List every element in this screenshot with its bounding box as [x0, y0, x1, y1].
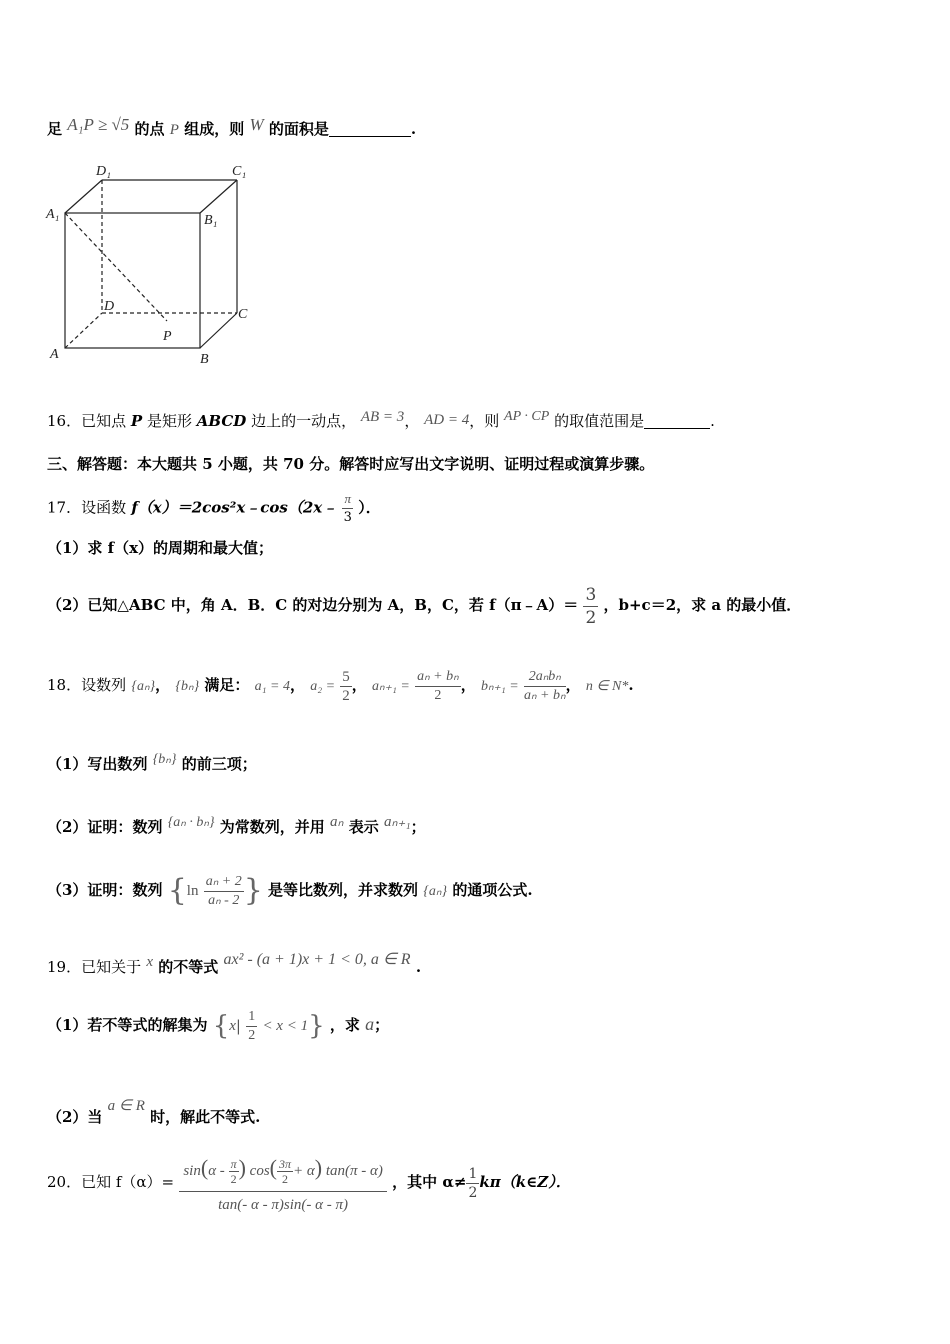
- q17-part2-text: （2）已知△ABC 中，角 A．B．C 的对边分别为 A，B，C，若 f（π﹣A）＝: [47, 596, 579, 614]
- q19-a-in-r: a ∈ R: [107, 1098, 145, 1114]
- q18-anbn: {aₙ · bₙ}: [167, 815, 215, 830]
- q17-tail: ）．: [358, 498, 381, 517]
- q18-bn1: bₙ₊₁ =: [480, 679, 519, 694]
- cube-figure: [40, 158, 270, 368]
- front-face: [65, 213, 200, 348]
- q19-line: 19．已知关于 x 的不等式 ax² - (a + 1)x + 1 < 0, a ∈ R .: [47, 951, 422, 976]
- q19-part2: （2）当 a ∈ R 时，解此不等式.: [47, 1098, 261, 1126]
- label-p: P: [163, 329, 172, 344]
- q18-part3-seq-a: {aₙ}: [423, 884, 448, 899]
- q18-part1-seq-b: {bₙ}: [152, 752, 177, 767]
- q17-line: [47, 490, 381, 527]
- q18-part1: （1）写出数列 {bₙ} 的前三项；: [47, 752, 257, 773]
- q16-text3: ，则: [469, 412, 500, 430]
- q17-part2: [47, 574, 801, 636]
- q20-numerator: sin(α - $\frac{\pi}{2}$ ) cos( $\frac{3\pi}{2}$ + α) tan(π - α): [179, 1148, 387, 1192]
- label-c: C: [238, 307, 248, 322]
- q16-line: [47, 407, 715, 431]
- q16-ad: AD = 4: [424, 412, 470, 428]
- q18-seq-a: {aₙ}: [131, 679, 156, 694]
- q17-three-halves: $\frac{3}{2}$: [585, 584, 597, 628]
- q18-n-in-n: n ∈ N*: [585, 679, 629, 694]
- label-d1: D₁: [96, 164, 111, 179]
- q20-tail1: ，其中 α≠: [392, 1173, 467, 1191]
- q17-pi-over-3: $\frac{\pi}{3}$: [343, 491, 352, 525]
- q17-part1: （1）求 f（x）的周期和最大值；: [47, 539, 274, 557]
- edge-b1c1: [200, 180, 237, 213]
- q15-suffix: 的面积是: [268, 120, 329, 138]
- answer-blank: [644, 412, 710, 429]
- q16-text4: 的取值范围是: [554, 412, 645, 430]
- q15-p: P: [169, 122, 179, 138]
- q18-an1-frac: $\frac{\text{aₙ + bₙ}}{2}$: [417, 668, 459, 703]
- q18-an1: aₙ₊₁ =: [372, 679, 410, 694]
- q17-part2-tail: ，b+c＝2，求 a 的最小值．: [603, 596, 802, 614]
- q18-satisfy: 满足：: [204, 676, 250, 694]
- q18-a2: a₂ =: [310, 679, 336, 694]
- label-c1: C₁: [232, 164, 247, 179]
- q16-p: P: [130, 412, 143, 430]
- edge-ad-hidden: [65, 313, 102, 348]
- q19-half: $\frac{1}{2}$: [248, 1008, 256, 1043]
- q17-number: 17．设函数: [47, 498, 127, 517]
- q19-inequality: ax² - (a + 1)x + 1 < 0, a ∈ R: [223, 951, 411, 968]
- edge-bc: [200, 313, 237, 348]
- q18-line: 18．设数列 {aₙ}， {bₙ} 满足： a₁ = 4， a₂ = $\frac{5}{2}$ ， aₙ₊₁ = $\frac{\text{aₙ + bₙ}}{2}$ ， bₙ₊₁ = $\frac{\text{2aₙbₙ}}{\text{aₙ + bₙ}}$ ， n ∈ N*.: [47, 668, 634, 704]
- q20-denominator: tan(- α - π)sin(- α - π): [218, 1197, 349, 1213]
- q15-end: .: [410, 120, 417, 138]
- q16-ab: AB = 3: [360, 409, 405, 425]
- q15-prefix: 足: [47, 120, 63, 138]
- q15-w: W: [249, 115, 264, 134]
- edge-a1d1: [65, 180, 102, 213]
- q20-half: $\frac{1}{2}$: [468, 1165, 478, 1201]
- q20-tail2: kπ（k∈Z）．: [479, 1173, 571, 1191]
- q15-mid: 的点: [134, 120, 165, 138]
- section3-heading: 三、解答题：本大题共 5 小题，共 70 分。解答时应写出文字说明、证明过程或演算步骤。: [47, 455, 655, 473]
- q18-seq-b: {bₙ}: [175, 679, 200, 694]
- q18-bn1-frac: $\frac{\text{2aₙbₙ}}{\text{aₙ + bₙ}}$: [523, 668, 566, 703]
- answer-blank: [329, 120, 411, 137]
- q15-mid2: 组成，则: [184, 120, 245, 138]
- q18-part3: （3）证明：数列 {ln $\frac{\text{aₙ + 2}}{\text{aₙ - 2}}$ } 是等比数列，并求数列 {aₙ} 的通项公式.: [47, 873, 533, 908]
- q16-end: .: [710, 412, 715, 430]
- q20-number: 20．已知 f（α）=: [47, 1173, 175, 1191]
- q16-abcd: ABCD: [196, 412, 247, 430]
- q16-number: 16．已知点: [47, 412, 127, 430]
- q19-set-range: < x < 1: [262, 1018, 309, 1034]
- q16-apcp: AP · CP: [504, 409, 550, 424]
- q18-number: 18．设数列: [47, 676, 127, 694]
- q17-function: f（x）＝2cos²x﹣cos（2x﹣: [131, 498, 338, 517]
- q18-ln-frac: $\frac{\text{aₙ + 2}}{\text{aₙ - 2}}$: [205, 873, 242, 908]
- q20-fraction: [179, 1148, 387, 1218]
- q18-a1: a₁ = 4: [254, 679, 290, 694]
- label-a: A: [50, 347, 59, 362]
- q18-an-inline: aₙ: [330, 814, 344, 830]
- label-b1: B₁: [204, 213, 218, 228]
- q18-ln: ln: [186, 883, 199, 899]
- q18-part2: （2）证明：数列 {aₙ · bₙ} 为常数列，并用 aₙ 表示 aₙ₊₁；: [47, 814, 426, 836]
- q16-text1: 是矩形: [146, 412, 192, 430]
- q18-an1-inline: aₙ₊₁: [384, 814, 411, 830]
- q19-number: 19．已知关于: [47, 958, 142, 976]
- label-a1: A₁: [46, 207, 60, 222]
- q16-comma: ，: [404, 412, 420, 430]
- q15-tail-line: [47, 115, 416, 140]
- label-d: D: [104, 299, 115, 314]
- label-b: B: [200, 352, 209, 367]
- segment-a1p: [65, 213, 167, 321]
- q16-text2: 边上的一动点，: [251, 412, 357, 430]
- q19-part1: （1）若不等式的解集为 {x| $\frac{1}{2}$ < x < 1} ，求 a；: [47, 1008, 390, 1043]
- q18-a2-frac: $\frac{5}{2}$: [342, 668, 350, 704]
- q15-condition: A₁P ≥ √5: [67, 115, 130, 134]
- q20-line: [47, 1140, 571, 1224]
